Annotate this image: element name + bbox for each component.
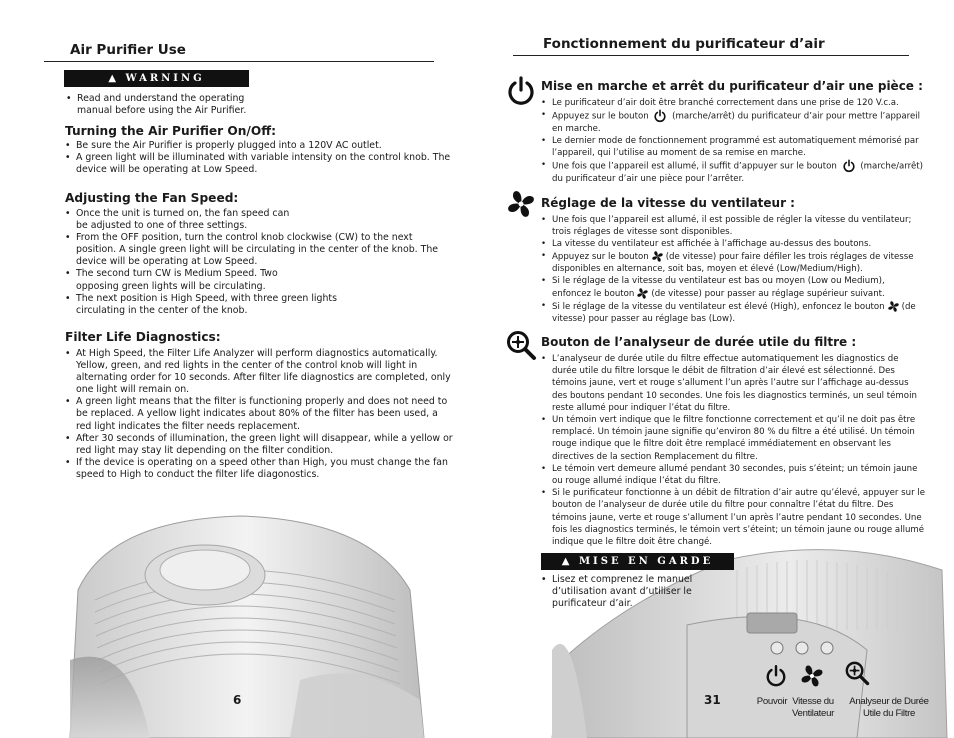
list-item	[541, 300, 926, 325]
section-heading: Turning the Air Purifier On/Off:	[65, 124, 276, 138]
list-item-text: Appuyez sur le bouton	[552, 252, 649, 262]
list-item-text: (de vitesse) pour passer au réglage bas (Low).	[552, 302, 916, 324]
control-label-line: Analyseur de Durée	[849, 696, 929, 707]
section-heading: Bouton de l’analyseur de durée utile du filtre :	[541, 335, 857, 349]
right-page	[477, 0, 954, 738]
list-item-text: Le dernier mode de fonctionnement programmé est automatiquement mémorisé par l’appareil, qui l’utilise au moment de sa remise en marche.	[552, 136, 919, 158]
list-item: • If the device is operating on a speed other than High, you must change the fan speed to High to conduct the filter life diagonostics.	[65, 457, 455, 481]
list-item-text: Appuyez sur le bouton	[552, 111, 649, 122]
header-rule	[513, 55, 909, 56]
list-item: • Be sure the Air Purifier is properly plugged into a 120V AC outlet.	[65, 140, 460, 152]
control-label-line: Ventilateur	[791, 708, 835, 719]
section-list	[541, 214, 926, 325]
list-item: • At High Speed, the Filter Life Analyzer will perform diagnostics automatically. Yellow, green, and red lights in the center of the control knob will light in alternating order for 10 seconds. After filter life diagnostics are completed, only one light will remain on.	[65, 348, 455, 396]
section-list	[65, 348, 455, 481]
power-icon	[842, 159, 856, 173]
warning-label: WARNING	[125, 73, 205, 84]
list-item-text: Un témoin vert indique que le filtre fonctionne correctement et qu’il ne doit pas être remplacé. Un témoin jaune signifie qu’environ 80 % du filtre a été utilisé. Un témoin rouge indique que le filtre doit être remplacé immédiatement en observant les directives de la section Remplacement du filtre.	[552, 415, 916, 462]
caution-list	[541, 574, 731, 610]
list-item	[541, 250, 926, 275]
power-icon	[505, 75, 537, 107]
warning-banner: ▲ WARNING	[64, 70, 249, 87]
section-heading: Filter Life Diagnostics:	[65, 330, 221, 344]
list-item: • A green light means that the filter is functioning properly and does not need to be replaced. A yellow light indicates about 80% of the filter has been used, a red light indicates the filter needs replacement.	[65, 396, 455, 432]
section-list	[541, 97, 926, 185]
list-item	[541, 487, 926, 548]
list-item: • The next position is High Speed, with three green lights circulating in the center of the knob.	[65, 293, 366, 317]
list-item: • From the OFF position, turn the control knob clockwise (CW) to the next position. A single green light will be circulating in the center of the knob. The device will be operating at Low Speed.	[65, 232, 455, 268]
control-label-speed	[787, 696, 839, 720]
list-item: • The second turn CW is Medium Speed. Two opposing green lights will be circulating.	[65, 268, 291, 292]
section-heading: Réglage de la vitesse du ventilateur :	[541, 196, 795, 210]
list-item-text: Le témoin vert demeure allumé pendant 30 secondes, puis s’éteint; un témoin jaune ou rouge allumé indique l’état du filtre.	[552, 463, 918, 487]
list-item: • After 30 seconds of illumination, the green light will disappear, while a yellow or red light may stay lit depending on the filter condition.	[65, 433, 455, 457]
list-item: • Once the unit is turned on, the fan speed can be adjusted to one of three settings.	[65, 208, 291, 232]
fan-icon	[505, 188, 537, 220]
control-label-power: Pouvoir	[756, 696, 788, 707]
page-header: Air Purifier Use	[70, 42, 186, 58]
filter-analyzer-icon	[505, 329, 537, 361]
list-item-text: (de vitesse) pour faire défiler les trois réglages de vitesse disponibles en alternance, soit bas, moyen et élevé (Low/Medium/High).	[552, 252, 914, 274]
list-item-text: Une fois que l’appareil est allumé, il est possible de régler la vitesse du ventilateur; trois réglages de vitesse sont disponibles.	[552, 215, 912, 237]
list-item: • Read and understand the operating manual before using the Air Purifier.	[66, 93, 276, 117]
page-header: Fonctionnement du purificateur d’air	[543, 36, 825, 52]
list-item: • Lisez et comprenez le manuel d’utilisation avant d’utiliser le purificateur d’air.	[541, 574, 731, 610]
section-list	[65, 208, 455, 317]
section-list	[65, 140, 460, 176]
caution-label: MISE EN GARDE	[578, 556, 714, 567]
list-item	[541, 159, 926, 185]
section-list	[541, 353, 926, 548]
section-heading: Mise en marche et arrêt du purificateur d’air une pièce :	[541, 79, 923, 93]
fan-icon	[636, 287, 649, 300]
fan-icon	[651, 250, 664, 263]
section-heading: Adjusting the Fan Speed:	[65, 191, 239, 205]
control-label-line: Utile du Filtre	[862, 708, 915, 719]
list-item-text: Une fois que l’appareil est allumé, il suffit d’appuyer sur le bouton	[552, 161, 837, 172]
page-number: 6	[233, 693, 242, 707]
fan-icon	[887, 300, 900, 313]
list-item	[541, 109, 926, 135]
list-item-text: (de vitesse) pour passer au réglage supérieur suivant.	[651, 289, 885, 299]
warning-list	[66, 93, 276, 117]
list-item	[541, 214, 926, 238]
list-item	[541, 275, 926, 300]
list-item	[541, 135, 926, 159]
list-item	[541, 463, 926, 487]
caution-banner: ▲ MISE EN GARDE	[541, 553, 734, 570]
control-label-analyzer	[839, 696, 939, 720]
list-item-text: L’analyseur de durée utile du filtre effectue automatiquement les diagnostics de durée utile du filtre lorsque le débit de filtration d’air élevé est sélectionné. Des témoins jaune, vert et rouge s’allument l’un après l’autre sur l’affichage au-dessus des boutons pendant 10 secondes. Une fois les diagnostics terminés, un seul témoin reste allumé pour indiquer l’état du filtre.	[552, 354, 917, 413]
list-item-text: La vitesse du ventilateur est affichée à l’affichage au-dessus des boutons.	[552, 239, 872, 249]
list-item	[541, 353, 926, 414]
power-icon	[764, 664, 788, 688]
filter-analyzer-icon	[844, 660, 870, 686]
control-label-line: Vitesse du	[792, 696, 834, 707]
fan-icon	[799, 663, 825, 689]
power-icon	[653, 109, 667, 123]
page-number: 31	[704, 693, 721, 707]
list-item-text: (marche/arrêt) du purificateur d’air une pièce pour l’arrêter.	[552, 161, 924, 184]
list-item-text: Si le purificateur fonctionne à un débit de filtration d’air autre qu’élevé, appuyer sur le bouton de l’analyseur de durée utile du filtre pour connaître l’état du filtre. Des témoins jaune, verte et rouge s’allument l’un après l’autre pendant 10 secondes. Une fois les diagnostics terminés, le témoin vert s’éteint; un témoin jaune ou rouge allumé indique que le filtre doit être changé.	[552, 488, 926, 548]
list-item	[541, 97, 926, 109]
list-item	[541, 414, 926, 463]
list-item-text: Si le réglage de la vitesse du ventilateur est bas ou moyen (Low ou Medium), enfoncez le bouton	[552, 276, 885, 299]
header-rule	[44, 61, 434, 62]
list-item-text: Si le réglage de la vitesse du ventilateur est élevé (High), enfoncez le bouton	[552, 302, 885, 312]
list-item: • A green light will be illuminated with variable intensity on the control knob. The device will be operating at Low Speed.	[65, 152, 460, 176]
list-item	[541, 238, 926, 250]
list-item-text: Le purificateur d’air doit être branché correctement dans une prise de 120 V.c.a.	[552, 98, 899, 108]
list-item-text: (marche/arrêt) du purificateur d’air pour mettre l’appareil en marche.	[552, 111, 921, 134]
